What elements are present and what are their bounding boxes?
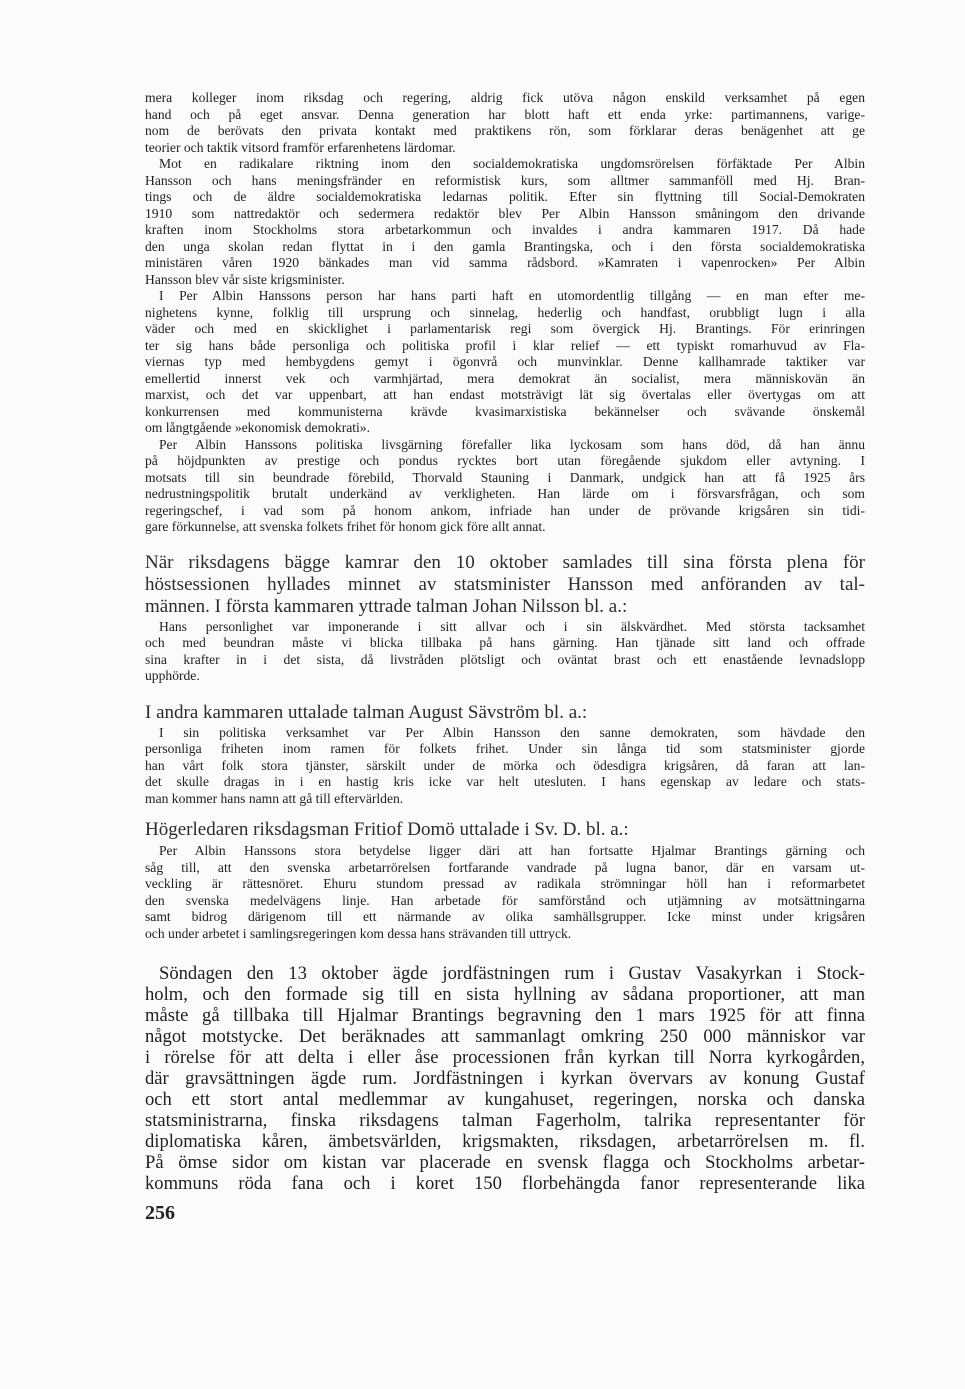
text-line: det skulle dragas in i en hastig kris icke var helt utesluten. I hans egenskap av ledare och stats- (145, 774, 865, 789)
text-line: där gravsättningen ägde rum. Jordfästningen i kyrkan övervars av konung Gustaf (145, 1068, 865, 1089)
text-line: emellertid innerst vek och varmhjärtad, mera demokrat än socialist, mera människovän än (145, 370, 865, 386)
paragraph (145, 437, 865, 536)
text-block (145, 90, 865, 536)
text-line: ter sig hans både personliga och politiska profil i klar relief — ett typiskt romarhuvud av Fla- (145, 337, 865, 353)
text-line: något motstycke. Det beräknades att sammanlagt omkring 250 000 människor var (145, 1026, 865, 1047)
page-body (145, 90, 865, 1194)
text-line: den unga skolan redan flyttat in i den gamla Brantingska, och i den första socialdemokratiska (145, 238, 865, 254)
text-line: Per Albin Hanssons politiska livsgärning förefaller lika lyckosam som hans död, då han ännu (159, 436, 865, 452)
paragraph (145, 288, 865, 437)
text-line: regeringschef, i vad som på honom ankom, infriade han under de prövande krigsåren sin tidi- (145, 502, 865, 518)
text-line: Mot en radikalare riktning inom den socialdemokratiska ungdomsrörelsen förfäktade Per Albin (159, 156, 865, 171)
text-line: Hansson blev vår siste krigsminister. (145, 271, 345, 287)
lead-paragraph (145, 963, 865, 1194)
text-line: på höjdpunkten av prestige och pondus rycktes bort utan föregående sjukdom eller avtyning. I (145, 453, 865, 468)
text-line: 1910 som nattredaktör och sedermera redaktör blev Per Albin Hansson småningom den drivande (145, 205, 865, 221)
section-heading (145, 819, 865, 841)
text-line: statsministrarna, finska riksdagens talman Fagerholm, talrika representanter för (145, 1110, 865, 1131)
text-line: När riksdagens bägge kamrar den 10 oktober samlades till sina första plena för (145, 551, 865, 573)
paragraph (145, 725, 865, 808)
text-line: diplomatiska kåren, ämbetsvärlden, krigsmakten, riksdagen, arbetarrörelsen m. fl. (145, 1131, 865, 1152)
text-line: I andra kammaren uttalade talman August Sävström bl. a.: (145, 701, 588, 723)
text-line: nom de berövats den privata kontakt med praktikens rön, som förklarar deras benägenhet att ge (145, 123, 865, 138)
paragraph (145, 619, 865, 685)
text-line: konkurrensen med kommunisterna krävde kvasimarxistiska bekännelser och svävande önskemål (145, 403, 865, 419)
text-line: och ett stort antal medlemmar av kungahuset, regeringen, norska och danska (145, 1089, 865, 1110)
text-line: personliga friheten inom ramen för folkets frihet. Under sin långa tid som statsminister gjorde (145, 741, 865, 756)
section-heading (145, 702, 865, 724)
paragraph (145, 843, 865, 942)
text-line: gare förkunnelse, att svenska folkets frihet för honom gick före allt annat. (145, 519, 546, 534)
text-line: såg till, att den svenska arbetarrörelsen fortfarande vandrade på lugna banor, där en varsam ut- (145, 859, 865, 875)
text-line: mera kolleger inom riksdag och regering, aldrig fick utöva någon enskild verksamhet på egen (145, 90, 865, 105)
text-line: motsats till sin beundrade förebild, Thorvald Stauning i Danmark, undgick han att få 1925 års (145, 469, 865, 485)
text-line: nighetens kynne, folklig till ursprung och sinnelag, hederlig och handfast, orubbligt lugn i alla (145, 304, 865, 320)
text-line: hand och på eget ansvar. Denna generation har blott haft ett enda yrke: partimannens, varige- (145, 106, 865, 122)
text-line: viernas typ med hembygdens gemyt i ögonvrå och munvinklar. Denne kallhamrade taktiker var (145, 354, 865, 369)
text-line: höstsessionen hyllades minnet av statsminister Hansson med anföranden av tal- (145, 573, 865, 595)
text-line: Per Albin Hanssons stora betydelse ligger däri att han fortsatte Hjalmar Brantings gärning och (159, 843, 865, 858)
text-line: och under arbetet i samlingsregeringen kom dessa hans strävanden till uttryck. (145, 925, 572, 941)
text-line: i rörelse för att delta i eller åse processionen från kyrkan till Norra kyrkogården, (145, 1047, 865, 1068)
text-line: Söndagen den 13 oktober ägde jordfästningen rum i Gustav Vasakyrkan i Stock- (159, 963, 865, 984)
text-line: man kommer hans namn att gå till eftervärlden. (145, 790, 404, 806)
paragraph (145, 963, 865, 1194)
text-line: holm, och den formade sig till en sista hyllning av sådana proportioner, att man (145, 984, 865, 1005)
page-number: 256 (145, 1202, 175, 1224)
text-line: sina krafter in i det sista, då livstråden plötsligt och oväntat brast och ett enastående levnadslopp (145, 651, 865, 667)
text-line: kraften inom Stockholms stora arbetarkommun och invaldes i andra kammaren 1917. Då hade (145, 222, 865, 237)
text-line: ministären våren 1920 bänkades man vid samma rådsbord. »Kamraten i vapenrocken» Per Albin (145, 255, 865, 270)
paragraph (145, 819, 865, 841)
text-line: måste gå tillbaka till Hjalmar Brantings begravning den 1 mars 1925 för att finna (145, 1005, 865, 1026)
text-line: teorier och taktik vitsord framför erfarenhetens lärdomar. (145, 139, 456, 155)
paragraph (145, 552, 865, 618)
text-line: den svenska medelvägens linje. Han arbetade för samförstånd och utjämning av motsättningarna (145, 892, 865, 908)
paragraph (145, 156, 865, 288)
text-block (145, 843, 865, 942)
text-line: nedrustningspolitik brutalt underkänd av verkligheten. Han lärde om i försvarsfrågan, och som (145, 486, 865, 501)
text-line: väder och med en skicklighet i parlamentarisk regi som övergick Hj. Brantings. För erinringen (145, 321, 865, 336)
text-line: om långtgående »ekonomisk demokrati». (145, 420, 371, 435)
text-line: Högerledaren riksdagsman Fritiof Domö uttalade i Sv. D. bl. a.: (145, 819, 629, 840)
text-line: upphörde. (145, 668, 200, 683)
text-line: På ömse sidor om kistan var placerade en svensk flagga och Stockholms arbetar- (145, 1152, 865, 1173)
text-line: och med beundran måste vi blicka tillbaka på hans gärning. Han tjänade sitt land och offrade (145, 635, 865, 650)
text-line: marxist, och det var uppenbart, att han endast motsträvigt lät sig övertalas eller övertygas om att (145, 387, 865, 402)
text-line: han vårt folk stora tjänster, särskilt under de mörka och ödesdigra krigsåren, då faran att lan- (145, 757, 865, 773)
paragraph (145, 90, 865, 156)
text-line: Hans personlighet var imponerande i sitt allvar och i sin älskvärdhet. Med största tacksamhet (159, 618, 865, 634)
text-line: Hansson och hans meningsfränder en reformistisk kurs, som alltmer sammanföll med Hj. Bran- (145, 172, 865, 188)
paragraph (145, 702, 865, 724)
text-line: männen. I första kammaren yttrade talman Johan Nilsson bl. a.: (145, 595, 628, 617)
text-line: I Per Albin Hanssons person har hans parti haft en utomordentlig tillgång — en man efter me- (159, 288, 865, 303)
text-line: kommuns röda fana och i koret 150 florbehängda fanor representerande lika (145, 1173, 865, 1194)
lead-paragraph (145, 552, 865, 618)
text-line: tings och de äldre socialdemokratiska ledarnas politik. Efter sin flyttning till Social-Demokraten (145, 189, 865, 204)
text-block (145, 725, 865, 808)
text-line: samt bidrog därigenom till ett närmande av olika samhällsgrupper. Icke minst under krigsåren (145, 909, 865, 924)
text-line: I sin politiska verksamhet var Per Albin Hansson den sanne demokraten, som hävdade den (159, 724, 865, 740)
text-line: veckling är rättesnöret. Ehuru stundom pressad av radikala strömningar höll han i reformarbetet (145, 876, 865, 891)
text-block (145, 619, 865, 685)
